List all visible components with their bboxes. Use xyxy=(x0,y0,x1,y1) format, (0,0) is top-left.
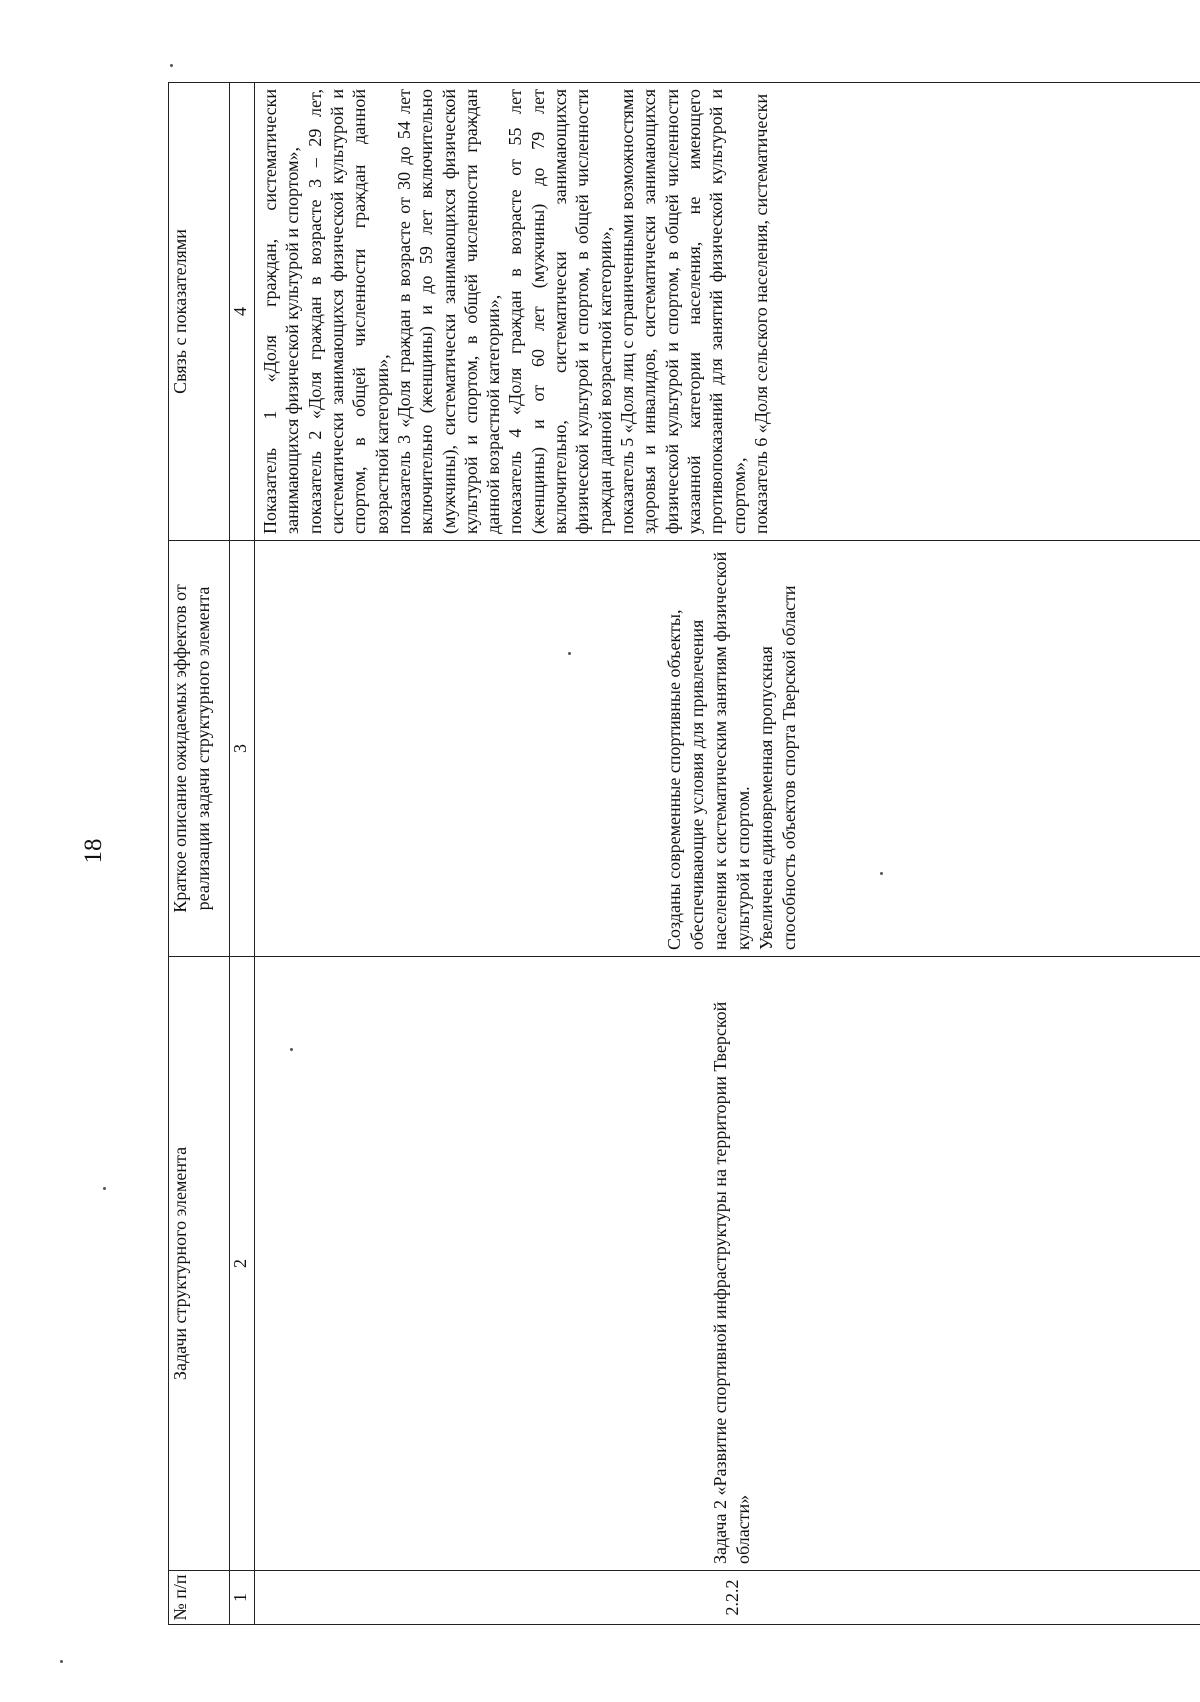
column-index-1: 1 xyxy=(230,1571,255,1625)
header-indicators: Связь с показателями xyxy=(169,83,230,541)
indicator-text: Показатель 1 «Доля граждан, систематически занимающихся физической культурой и спортом», xyxy=(260,89,303,534)
header-row xyxy=(169,83,230,1625)
indicator-text: показатель 3 «Доля граждан в возрасте от 30 до 54 лет включительно (женщины) и до 59 лет включительно (мужчины), систематически занимающихся физической культурой и спортом, в общей численности граждан данной возрастной категории», xyxy=(393,89,504,534)
row-number: 2.2.2 xyxy=(255,1571,1200,1625)
indicator-text: показатель 4 «Доля граждан в возрасте от 55 лет (женщины) и от 60 лет (мужчины) до 79 лет включительно, систематически занимающихся физической культурой и спортом, в общей численности граждан данной возрастной категории», xyxy=(505,89,615,534)
column-index-row xyxy=(230,83,255,1625)
column-index-3: 3 xyxy=(230,541,255,957)
row-effects xyxy=(255,541,1200,957)
scan-speck xyxy=(290,1048,293,1051)
indicator-text: показатель 5 «Доля лиц с ограниченными возможностями здоровья и инвалидов, систематически занимающихся физической культурой и спортом, в общей численности указанной категории населения, не имеющего противопоказаний для занятий физической культурой и спортом», xyxy=(617,89,749,534)
header-tasks: Задачи структурного элемента xyxy=(169,957,230,1571)
table-row xyxy=(255,83,1200,1625)
row-indicators xyxy=(255,83,1200,541)
effect-text: Увеличена единовременная пропускная способность объектов спорта Тверской области xyxy=(755,585,799,950)
column-index-2: 2 xyxy=(230,957,255,1571)
scan-speck xyxy=(170,64,173,67)
row-task: Задача 2 «Развитие спортивной инфраструктуры на территории Тверской области» xyxy=(255,957,1200,1571)
scan-speck xyxy=(568,652,571,655)
column-index-4: 4 xyxy=(230,83,255,541)
scan-speck xyxy=(880,872,883,875)
scan-speck xyxy=(60,1660,63,1663)
effect-text: Созданы современные спортивные объекты, обеспечивающие условия для привлечения населения к систематическим занятиям физической культурой и спортом. xyxy=(664,551,753,950)
header-effects: Краткое описание ожидаемых эффектов от реализации задачи структурного элемента xyxy=(169,541,230,957)
goals-table xyxy=(168,82,1200,1625)
scan-speck xyxy=(103,1187,106,1190)
header-number: № п/п xyxy=(169,1571,230,1625)
page-number: 18 xyxy=(80,838,107,864)
indicator-text: показатель 2 «Доля граждан в возрасте 3 – 29 лет, систематически занимающихся физической культурой и спортом, в общей численности граждан данной возрастной категории», xyxy=(304,89,392,534)
indicator-text: показатель 6 «Доля сельского населения, систематически xyxy=(750,93,771,534)
